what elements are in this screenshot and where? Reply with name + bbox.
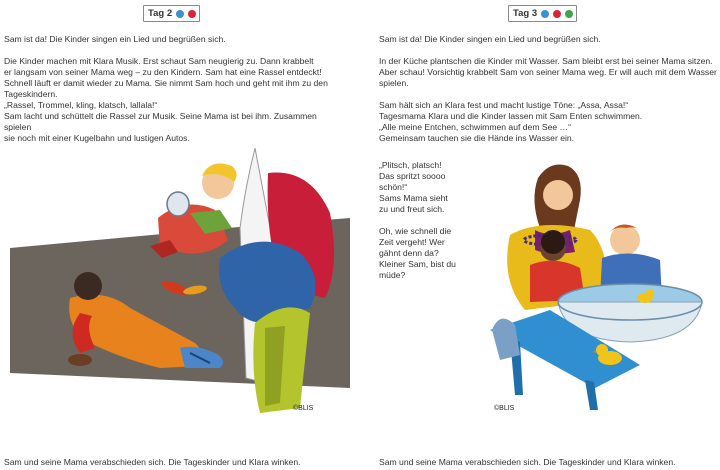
green-dot: [565, 10, 573, 18]
paragraph-line: Sam lacht und schüttelt die Rassel zur Musik. Seine Mama ist bei ihm. Zusammen spielen: [4, 111, 317, 132]
red-dot: [188, 10, 196, 18]
paragraph-line: Sams Mama sieht: [379, 193, 448, 203]
paragraph-line: Kleiner Sam, bist du: [379, 259, 456, 269]
paragraph-gap: [379, 89, 719, 100]
copyright-mark: ©BLIS: [494, 405, 515, 412]
paragraph-gap: [4, 45, 339, 56]
paragraph-line: Sam ist da! Die Kinder singen ein Lied und begrüßen sich.: [379, 34, 601, 44]
side-text: [379, 160, 479, 281]
paragraph-line: Gemeinsam tauchen sie die Hände ins Wasser ein.: [379, 133, 575, 143]
paragraph-line: Tageskindern.: [4, 89, 58, 99]
day-tag: [143, 5, 200, 22]
blue-dot: [176, 10, 184, 18]
illustration-music-play: [10, 148, 350, 416]
day-label: Tag 3: [513, 8, 538, 19]
red-dot: [553, 10, 561, 18]
paragraph-gap: [379, 215, 479, 226]
paragraph-line: In der Küche plantschen die Kinder mit Wasser. Sam bleibt erst bei seiner Mama sitzen.: [379, 56, 713, 66]
paragraph-line: Sam ist da! Die Kinder singen ein Lied und begrüßen sich.: [4, 34, 226, 44]
paragraph-line: Zeit vergeht! Wer: [379, 237, 445, 247]
paragraph-line: Das spritzt soooo: [379, 171, 446, 181]
paragraph-line: er langsam von seiner Mama weg – zu den Kindern. Sam hat eine Rassel entdeckt!: [4, 67, 322, 77]
footer-text: Sam und seine Mama verabschieden sich. Die Tageskinder und Klara winken.: [4, 457, 301, 467]
paragraph-line: müde?: [379, 270, 406, 280]
paragraph-line: Oh, wie schnell die: [379, 226, 452, 236]
day-label: Tag 2: [148, 8, 173, 19]
right-page: [360, 0, 720, 470]
illustration-water-play: [490, 160, 720, 418]
story-text: [4, 34, 339, 144]
footer-text: Sam und seine Mama verabschieden sich. Die Tageskinder und Klara winken.: [379, 457, 676, 467]
paragraph-line: Aber schau! Vorsichtig krabbelt Sam von seiner Mama weg. Er will auch mit dem Wasser: [379, 67, 717, 77]
paragraph-line: Die Kinder machen mit Klara Musik. Erst schaut Sam neugierig zu. Dann krabbelt: [4, 56, 314, 66]
paragraph-line: Tagesmama Klara und die Kinder lassen mit Sam Enten schwimmen.: [379, 111, 643, 121]
paragraph-line: „Alle meine Entchen, schwimmen auf dem See …“: [379, 122, 572, 132]
paragraph-line: spielen.: [379, 78, 409, 88]
paragraph-line: „Rassel, Trommel, kling, klatsch, lallala!“: [4, 100, 158, 110]
paragraph-line: Schnell läuft er damit wieder zu Mama. Sie nimmt Sam hoch und geht mit ihm zu den: [4, 78, 328, 88]
paragraph-gap: [379, 45, 719, 56]
blue-dot: [541, 10, 549, 18]
copyright-mark: ©BLIS: [293, 405, 314, 412]
paragraph-line: „Plitsch, platsch!: [379, 160, 442, 170]
paragraph-line: sie noch mit einer Kugelbahn und lustigen Autos.: [4, 133, 190, 143]
paragraph-line: zu und freut sich.: [379, 204, 445, 214]
paragraph-line: gähnt denn da?: [379, 248, 439, 258]
paragraph-line: Sam hält sich an Klara fest und macht lustige Töne: „Assa, Assa!“: [379, 100, 629, 110]
paragraph-line: schön!“: [379, 182, 408, 192]
story-text: [379, 34, 719, 144]
day-tag: [508, 5, 577, 22]
